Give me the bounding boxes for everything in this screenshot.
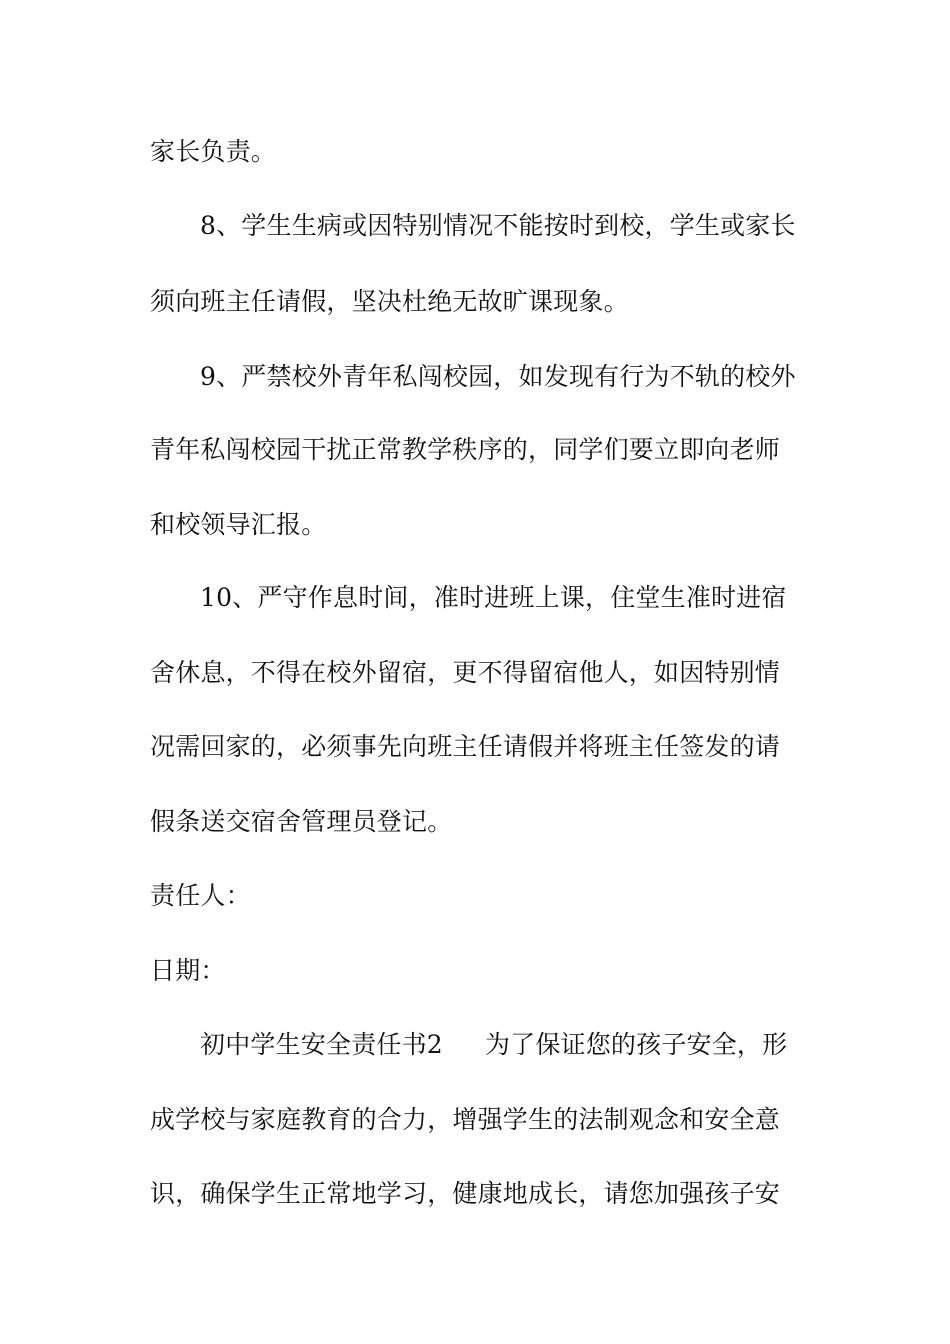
text-line: 舍休息，不得在校外留宿，更不得留宿他人，如因特别情 (150, 658, 781, 687)
section-line (200, 1029, 860, 1061)
section-title: 初中学生安全责任书2 (200, 1030, 443, 1059)
text-line: 成学校与家庭教育的合力，增强学生的法制观念和安全意 (150, 1105, 781, 1134)
text-line: 10、严守作息时间，准时进班上课，住堂生准时进宿 (200, 583, 787, 612)
text-line: 识，确保学生正常地学习，健康地成长，请您加强孩子安 (150, 1179, 781, 1208)
section-intro: 为了保证您的孩子安全，形 (484, 1030, 788, 1059)
text-line: 家长负责。 (150, 137, 277, 166)
text-line: 况需回家的，必须事先向班主任请假并将班主任签发的请 (150, 732, 781, 761)
text-line: 须向班主任请假，坚决杜绝无故旷课现象。 (150, 287, 629, 316)
text-line: 8、学生生病或因特别情况不能按时到校，学生或家长 (200, 211, 796, 240)
text-line: 青年私闯校园干扰正常教学秩序的，同学们要立即向老师 (150, 435, 781, 464)
text-line: 和校领导汇报。 (150, 510, 327, 539)
text-line: 9、严禁校外青年私闯校园，如发现有行为不轨的校外 (200, 362, 796, 391)
date-label: 日期： (150, 956, 226, 985)
text-line: 假条送交宿舍管理员登记。 (150, 807, 453, 836)
responsible-person-label: 责任人： (150, 881, 251, 910)
